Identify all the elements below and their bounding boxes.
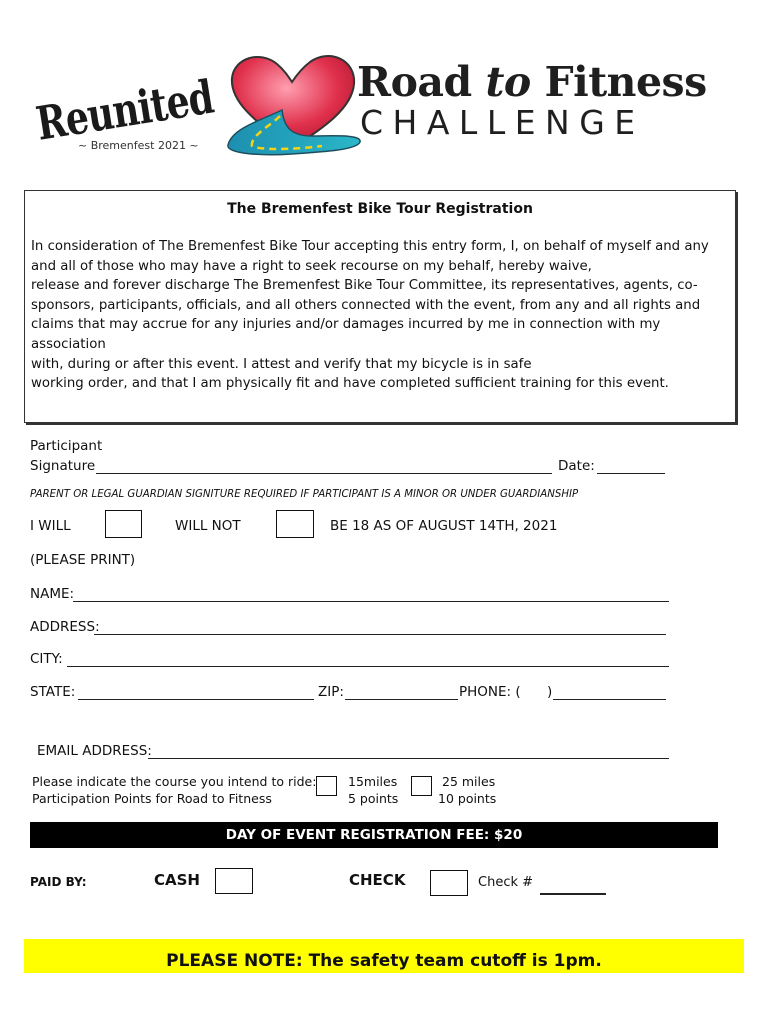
waiver-box	[24, 190, 736, 423]
zip-label: ZIP:	[318, 684, 344, 700]
zip-line[interactable]	[345, 699, 458, 700]
points-prompt: Participation Points for Road to Fitness	[32, 791, 272, 806]
name-label: NAME:	[30, 586, 75, 602]
cash-checkbox[interactable]	[215, 868, 253, 894]
heart-road-logo	[222, 50, 362, 162]
course-15-miles: 15miles	[348, 774, 398, 789]
address-label: ADDRESS:	[30, 619, 100, 635]
phone-close-paren: )	[547, 684, 553, 700]
will-not-label: WILL NOT	[175, 518, 241, 534]
city-line[interactable]	[67, 666, 669, 667]
course-prompt: Please indicate the course you intend to ride:	[32, 774, 317, 789]
phone-line[interactable]	[553, 699, 666, 700]
course-15-points: 5 points	[348, 791, 399, 806]
date-line[interactable]	[597, 473, 665, 474]
city-label: CITY:	[30, 651, 63, 667]
will-not-checkbox[interactable]	[276, 510, 314, 538]
brand-subtitle: CHALLENGE	[360, 103, 645, 142]
course-25-checkbox[interactable]	[411, 776, 432, 796]
brand-word-road: Road	[357, 58, 486, 106]
participant-label: Participant	[30, 438, 103, 454]
phone-label: PHONE: (	[459, 684, 521, 700]
cash-label: CASH	[154, 871, 200, 889]
state-label: STATE:	[30, 684, 76, 700]
waiver-title: The Bremenfest Bike Tour Registration	[227, 201, 533, 217]
email-line[interactable]	[148, 758, 669, 759]
name-line[interactable]	[73, 601, 669, 602]
please-print-label: (PLEASE PRINT)	[30, 552, 136, 568]
email-label: EMAIL ADDRESS:	[37, 743, 152, 759]
course-25-miles: 25 miles	[442, 774, 496, 789]
guardian-note: PARENT OR LEGAL GUARDIAN SIGNITURE REQUIRED IF PARTICIPANT IS A MINOR OR UNDER GUARDIANSHIP	[30, 489, 579, 500]
state-line[interactable]	[78, 699, 314, 700]
reunited-sub: ~ Bremenfest 2021 ~	[78, 139, 199, 152]
brand-word-to: to	[485, 58, 531, 106]
course-25-points: 10 points	[438, 791, 497, 806]
course-15-checkbox[interactable]	[316, 776, 337, 796]
signature-label: Signature	[30, 458, 96, 474]
age-statement: BE 18 AS OF AUGUST 14TH, 2021	[330, 518, 558, 534]
signature-line[interactable]	[96, 473, 552, 474]
brand-word-fitness: Fitness	[544, 58, 707, 106]
waiver-text: In consideration of The Bremenfest Bike Tour accepting this entry form, I, on behalf of myself and any and all of those who may have a right to seek recourse on my behalf, hereby waive, release and forever discharge The Bremenfest Bike Tour Committee, its representatives, agents, co- sponsors, participants, officials, and all others connected with the event, from any and all rights and claims that may accrue for any injuries and/or damages incurred by me in connection with my association with, during or after this event. I attest and verify that my bicycle is in safe working order, and that I am physically fit and have completed sufficient training for this event.	[31, 239, 709, 392]
i-will-checkbox[interactable]	[105, 510, 142, 538]
check-number-label: Check #	[478, 875, 534, 890]
check-number-line[interactable]	[540, 893, 606, 895]
date-label: Date:	[558, 458, 595, 474]
i-will-label: I WILL	[30, 518, 71, 534]
check-checkbox[interactable]	[430, 870, 468, 896]
brand-title	[357, 58, 707, 106]
reunited-word: Reunited	[32, 62, 220, 151]
address-line[interactable]	[94, 634, 666, 635]
paid-by-label: PAID BY:	[30, 875, 87, 889]
check-label: CHECK	[349, 871, 406, 889]
safety-note-bar: PLEASE NOTE: The safety team cutoff is 1pm.	[24, 939, 744, 973]
registration-fee-bar: DAY OF EVENT REGISTRATION FEE: $20	[30, 822, 718, 848]
reunited-logo	[30, 50, 220, 160]
